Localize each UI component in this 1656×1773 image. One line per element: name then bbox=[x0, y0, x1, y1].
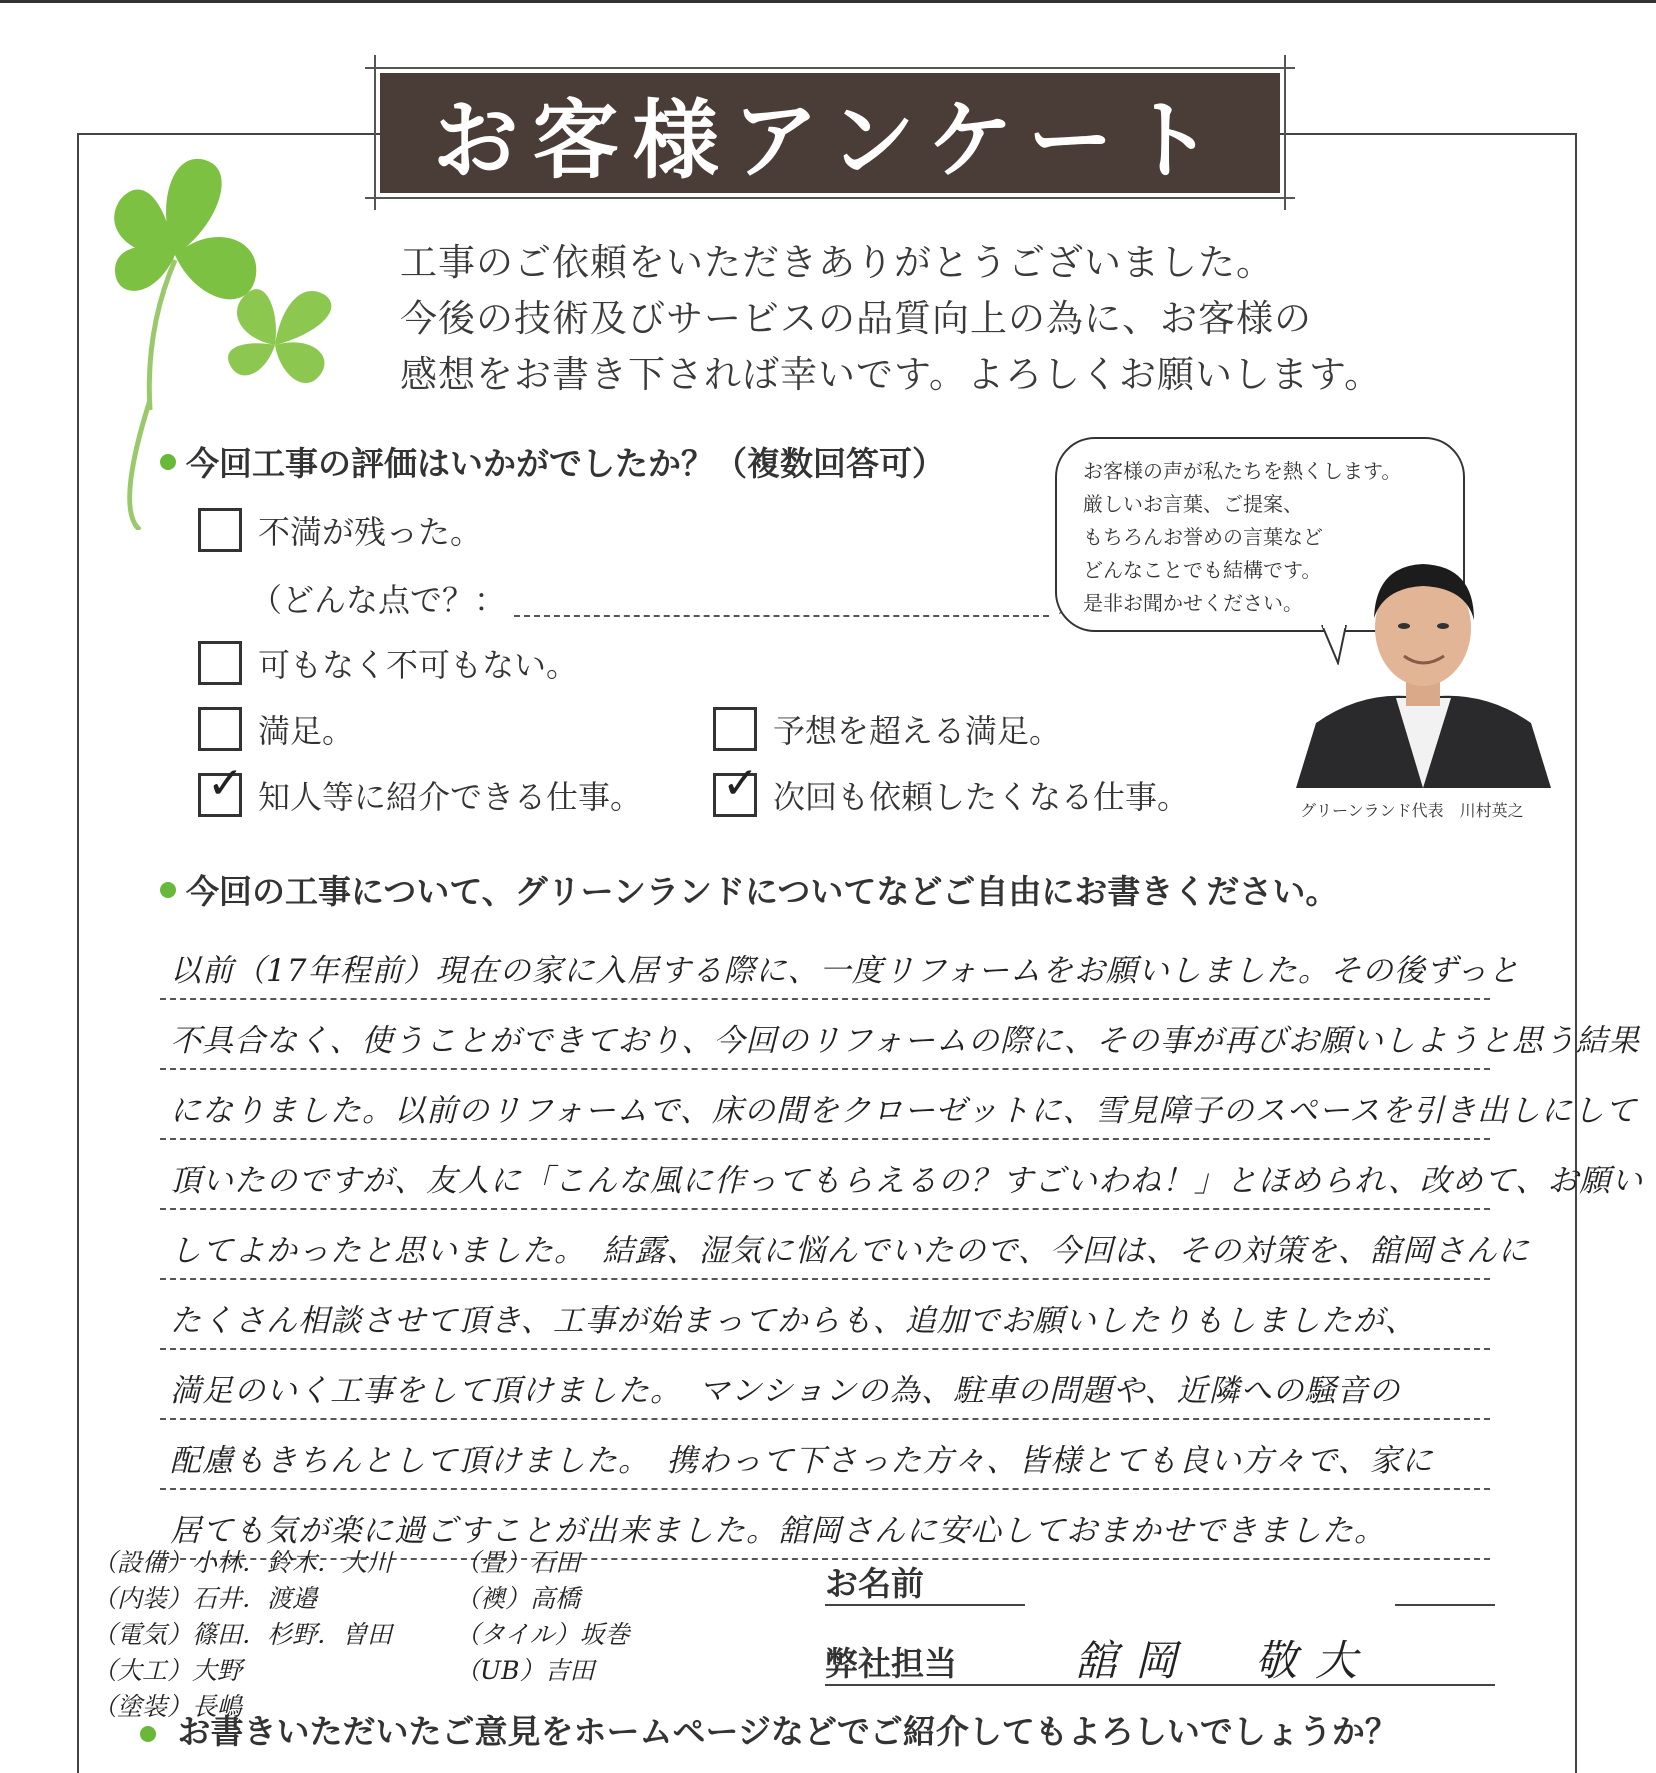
representative-caption: グリーンランド代表 川村英之 bbox=[1300, 801, 1524, 820]
name-line bbox=[825, 1604, 1025, 1606]
bubble-line: お客様の声が私たちを熱くします。 bbox=[1083, 459, 1402, 483]
staff-entry: （大工）大野 bbox=[92, 1656, 243, 1685]
comment-line: 居ても気が楽に過ごすことが出来ました。舘岡さんに安心しておまかせできました。 bbox=[160, 1490, 1490, 1560]
option-satisfied[interactable] bbox=[198, 706, 354, 752]
checkbox[interactable] bbox=[198, 641, 242, 685]
bubble-line: 是非お聞かせください。 bbox=[1083, 591, 1303, 615]
bubble-line: もちろんお誉めの言葉など bbox=[1083, 525, 1323, 549]
name-line-end bbox=[1395, 1604, 1495, 1606]
staff-entry: （UB）吉田 bbox=[455, 1656, 595, 1685]
page-title: お客様アンケート bbox=[432, 91, 1228, 191]
staff-entry: （塗装）長嶋 bbox=[92, 1692, 243, 1721]
staff-name: 舘岡 敬大 bbox=[1075, 1636, 1376, 1685]
staff-list-left bbox=[92, 1545, 392, 1725]
option-label: 可もなく不可もない。 bbox=[258, 646, 579, 684]
option-label: 予想を超える満足。 bbox=[773, 712, 1062, 750]
checkbox[interactable] bbox=[713, 707, 757, 751]
next-question-text: お書きいただいたご意見をホームページなどでご紹介してもよろしいでしょうか？ bbox=[177, 1712, 1398, 1751]
checkbox[interactable] bbox=[198, 707, 242, 751]
option-neutral[interactable] bbox=[198, 640, 578, 686]
option-label: 知人等に紹介できる仕事。 bbox=[258, 778, 643, 816]
free-comment-area[interactable] bbox=[160, 930, 1644, 1560]
bubble-line: 厳しいお言葉、ご提案、 bbox=[1083, 492, 1303, 516]
bullet-icon bbox=[160, 882, 176, 898]
name-label: お名前 bbox=[825, 1564, 924, 1603]
intro-text bbox=[400, 235, 1500, 403]
detail-line[interactable] bbox=[514, 585, 1049, 617]
checkbox[interactable] bbox=[198, 758, 244, 817]
staff-entry: （畳）石田 bbox=[455, 1548, 581, 1577]
intro-line: 今後の技術及びサービスの品質向上の為に、お客様の bbox=[400, 297, 1312, 340]
option-recommendable[interactable] bbox=[198, 758, 643, 818]
checkbox[interactable] bbox=[198, 508, 242, 552]
intro-line: 工事のご依頼をいただきありがとうございました。 bbox=[400, 241, 1274, 284]
staff-entry: （設備）小林．鈴木．大川 bbox=[92, 1548, 393, 1577]
bullet-icon bbox=[140, 1726, 156, 1742]
staff-entry: （タイル）坂巻 bbox=[455, 1620, 630, 1649]
staff-entry: （襖）高橋 bbox=[455, 1584, 581, 1613]
comment-line: してよかったと思いました。 結露、湿気に悩んでいたので、今回は、その対策を、舘岡さんに bbox=[160, 1210, 1490, 1280]
next-question-cut bbox=[140, 1706, 1398, 1753]
bullet-icon bbox=[160, 454, 176, 470]
comment-line: 満足のいく工事をして頂けました。 マンションの為、駐車の問題や、近隣への騒音の bbox=[160, 1350, 1490, 1420]
q1-heading-text: 今回工事の評価はいかがでしたか？（複数回答可） bbox=[186, 444, 945, 483]
comment-line: たくさん相談させて頂き、工事が始まってからも、追加でお願いしたりもしましたが、 bbox=[160, 1280, 1490, 1350]
title-block bbox=[365, 55, 1295, 210]
check-icon: ✓ bbox=[207, 758, 244, 809]
top-rule bbox=[0, 0, 1656, 3]
option-label: 満足。 bbox=[258, 712, 355, 750]
title-banner bbox=[380, 73, 1280, 193]
comment-line: 頂いたのですが、友人に「こんな風に作ってもらえるの？すごいわね！」とほめられ、改めて、お願い bbox=[160, 1140, 1490, 1210]
option-label: 次回も依頼したくなる仕事。 bbox=[773, 778, 1190, 816]
staff-list-right bbox=[455, 1545, 630, 1689]
q2-heading bbox=[160, 866, 1338, 913]
staff-line bbox=[825, 1684, 1495, 1686]
bubble-line: どんなことでも結構です。 bbox=[1083, 558, 1322, 582]
option-beyond-expectation[interactable] bbox=[713, 706, 1061, 752]
option-label: 不満が残った。 bbox=[258, 513, 483, 551]
staff-entry: （内装）石井．渡邉 bbox=[92, 1584, 318, 1613]
comment-line: 以前（17年程前）現在の家に入居する際に、一度リフォームをお願いしました。その後ずっと bbox=[160, 930, 1490, 1000]
option-dissatisfied[interactable] bbox=[198, 507, 482, 553]
representative-photo bbox=[1296, 548, 1551, 788]
option-request-again[interactable] bbox=[713, 758, 1190, 818]
staff-entry: （電気）篠田．杉野．曽田 bbox=[92, 1620, 393, 1649]
staff-label: 弊社担当 bbox=[825, 1644, 957, 1683]
comment-line: 配慮もきちんとして頂けました。 携わって下さった方々、皆様とても良い方々で、家に bbox=[160, 1420, 1490, 1490]
comment-line: 不具合なく、使うことができており、今回のリフォームの際に、その事が再びお願いしようと思う結果 bbox=[160, 1000, 1490, 1070]
checkbox[interactable] bbox=[713, 758, 759, 817]
detail-field[interactable] bbox=[250, 575, 1089, 621]
detail-prefix: （どんな点で？： bbox=[250, 581, 507, 619]
intro-line: 感想をお書き下されば幸いです。よろしくお願いします。 bbox=[400, 353, 1383, 396]
comment-line: になりました。以前のリフォームで、床の間をクローゼットに、雪見障子のスペースを引き出しにして bbox=[160, 1070, 1490, 1140]
q2-heading-text: 今回の工事について、グリーンランドについてなどご自由にお書きください。 bbox=[186, 872, 1339, 911]
q1-heading bbox=[160, 438, 945, 485]
check-icon: ✓ bbox=[722, 758, 759, 809]
